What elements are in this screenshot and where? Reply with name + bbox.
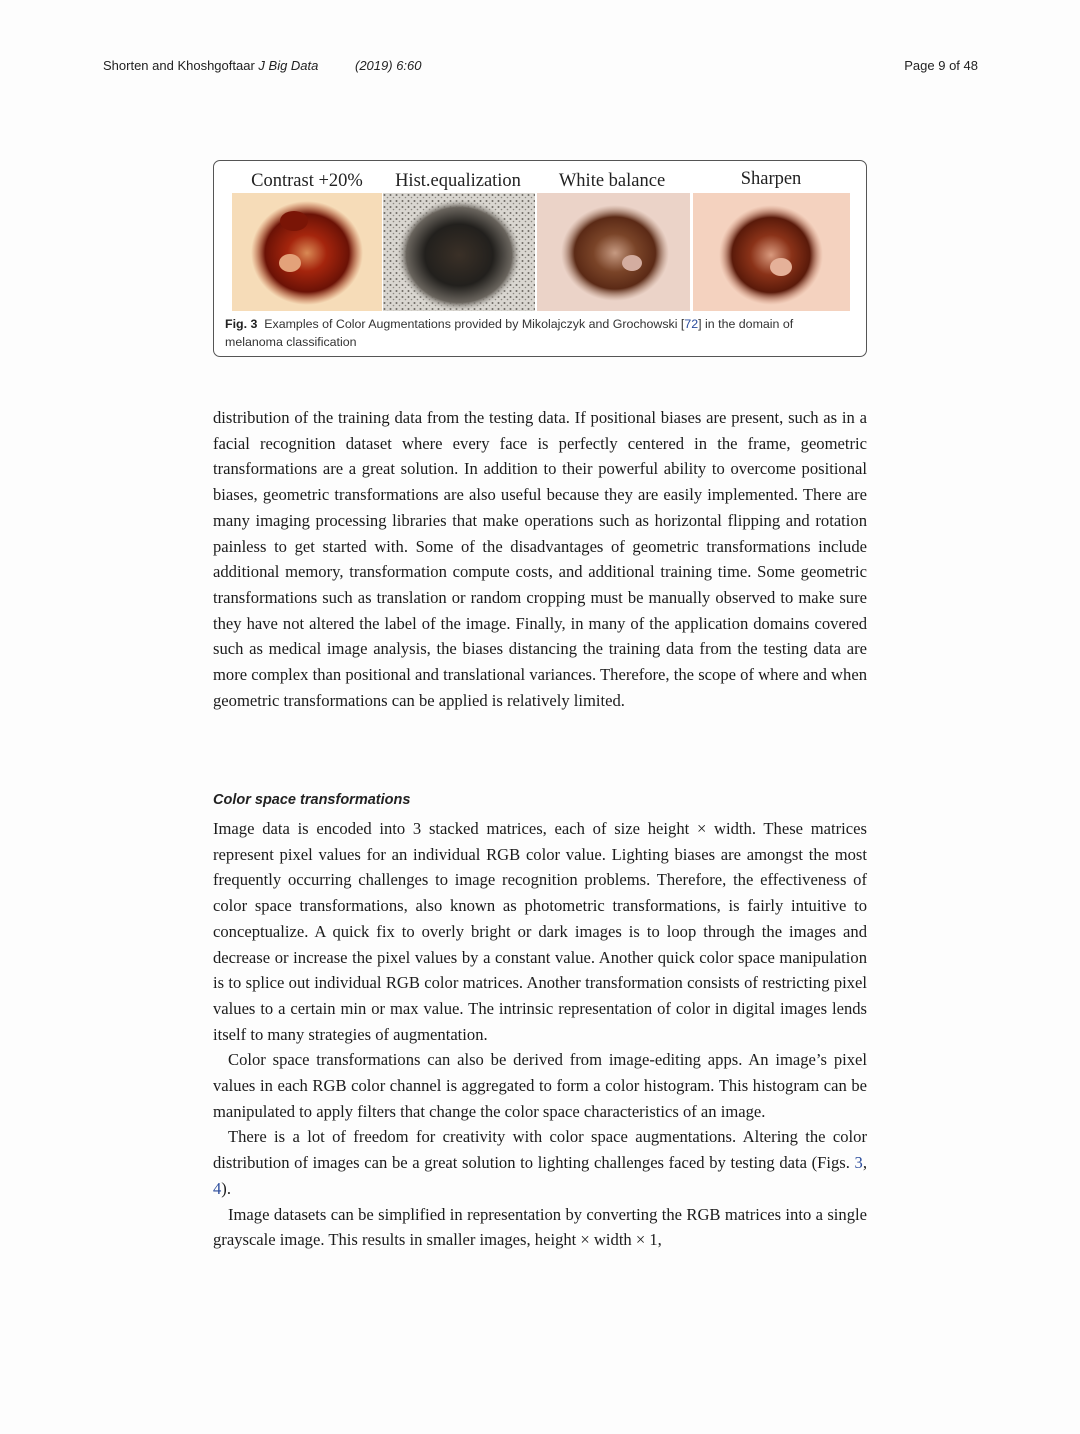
paragraph: distribution of the training data from the testing data. If positional biases are present, such as in a facial recognition dataset where every face is perfectly centered in the frame, geometric transformations are a great solution. In addition to their powerful ability to overcome positional biases, geometric transformations are also useful because they are easily implemented. There are many imaging processing libraries that make operations such as horizontal flipping and rotation painless to get started with. Some of the disadvantages of geometric transformations include additional memory, transformation compute costs, and additional training time. Some geometric transformations such as translation or random cropping must be manually observed to make sure they have not altered the label of the image. Finally, in many of the application domains covered such as medical image analysis, the biases distancing the training data from the testing data are more complex than positional and translational variances. Therefore, the scope of where and when geometric transformations can be applied is relatively limited.	[213, 408, 867, 710]
figure-link-3[interactable]: 3	[854, 1153, 863, 1173]
paragraph: Image data is encoded into 3 stacked matrices, each of size height × width. These matrices represent pixel values for an individual RGB color value. Lighting biases are amongst the most frequently occurring challenges to image recognition problems. Therefore, the effectiveness of color space transformations, also known as photometric transformations, is fairly intuitive to conceptualize. A quick fix to overly bright or dark images is to loop through the images and decrease or increase the pixel values by a constant value. Another quick color space manipulation is to splice out individual RGB color matrices. Another transformation consists of restricting pixel values to a certain min or max value. The intrinsic representation of color in digital images lends itself to many strategies of augmentation.	[213, 819, 867, 1044]
body-section-color-space	[213, 816, 867, 1253]
running-head-citation: (2019) 6:60	[355, 58, 422, 73]
figure-caption: Fig. 3 Examples of Color Augmentations provided by Mikolajczyk and Grochowski [72] in the domain of melanoma classification	[225, 317, 794, 349]
reference-link-72[interactable]: 72	[684, 317, 699, 331]
panel-label-contrast: Contrast +20%	[251, 171, 363, 191]
melanoma-image-white-balance	[537, 193, 690, 311]
melanoma-image-sharpen	[693, 193, 850, 311]
body-paragraph-geometric	[213, 405, 867, 713]
melanoma-image-hist-equalization	[383, 193, 535, 311]
running-head-journal: J Big Data	[258, 58, 319, 73]
figure-link-4[interactable]: 4	[213, 1178, 222, 1198]
paragraph: Image datasets can be simplified in representation by converting the RGB matrices into a single grayscale image. This results in smaller images, height × width × 1,	[213, 1204, 867, 1250]
figure-number: Fig. 3	[225, 317, 258, 331]
running-head-authors: Shorten and Khoshgoftaar J Big Data	[103, 58, 319, 73]
melanoma-image-contrast	[232, 193, 382, 311]
running-head	[103, 58, 978, 78]
panel-label-white-balance: White balance	[558, 171, 666, 191]
panel-label-hist-equalization: Hist.equalization	[395, 171, 521, 191]
figure-3	[213, 160, 867, 357]
page-number: Page 9 of 48	[904, 58, 978, 73]
paragraph: Color space transformations can also be derived from image-editing apps. An image’s pixel values in each RGB color channel is aggregated to form a color histogram. This histogram can be manipulated to apply filters that change the color space characteristics of an image.	[213, 1050, 867, 1121]
paragraph: There is a lot of freedom for creativity with color space augmentations. Altering the color distribution of images can be a great solution to lighting challenges faced by testing data (Figs. 3, 4).	[213, 1127, 867, 1198]
section-heading: Color space transformations	[213, 792, 411, 808]
panel-label-sharpen: Sharpen	[740, 169, 802, 189]
